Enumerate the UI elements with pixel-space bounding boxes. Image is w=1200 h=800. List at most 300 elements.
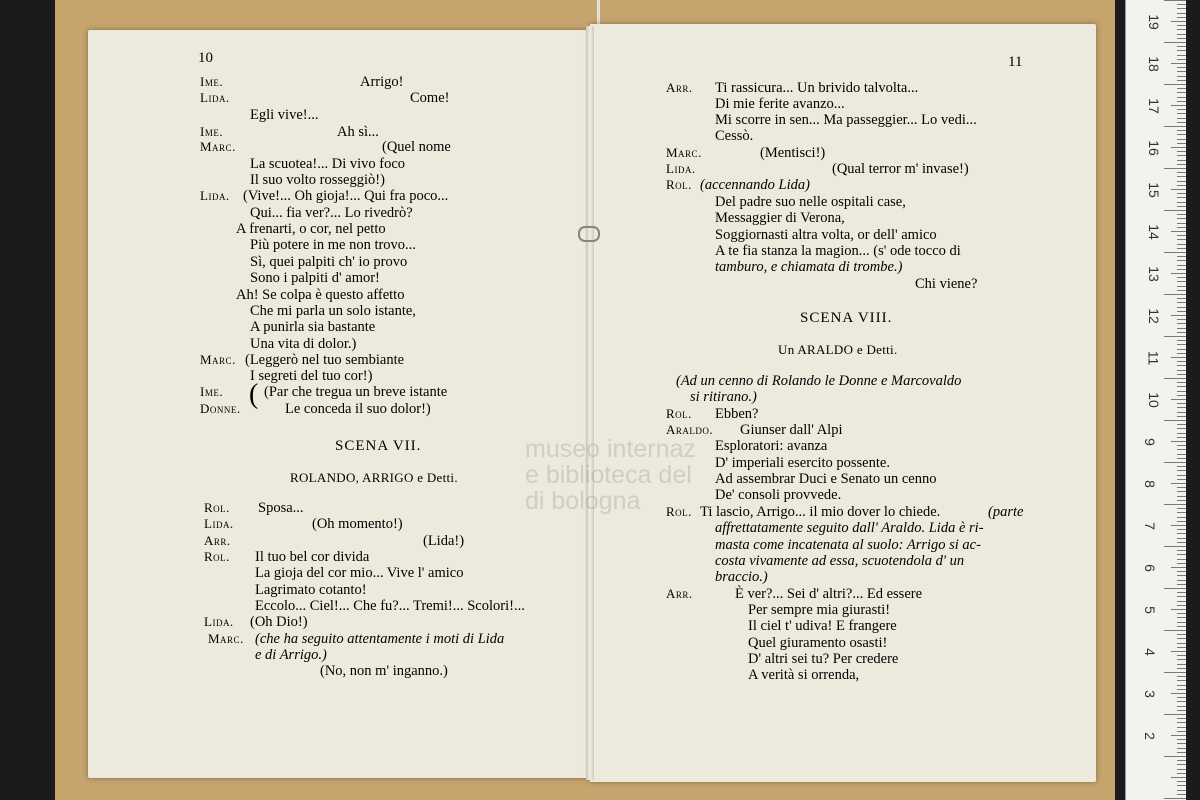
left-verse2-speaker: Rol. <box>204 500 230 515</box>
ruler-tick <box>1177 445 1186 446</box>
ruler-tick <box>1177 298 1186 299</box>
ruler-tick <box>1177 290 1186 291</box>
right-verse-speaker: Arr. <box>666 80 693 95</box>
ruler-number: 19 <box>1145 14 1162 30</box>
scene-title-vii: SCENA VII. <box>335 438 422 454</box>
ruler-number: 15 <box>1145 182 1162 198</box>
ruler-tick <box>1177 433 1186 434</box>
ruler-tick <box>1177 403 1186 404</box>
left-verse-text: Sono i palpiti d' amor! <box>250 270 380 286</box>
ruler-tick <box>1177 760 1186 761</box>
ruler-tick <box>1177 697 1186 698</box>
right-verse3-text: Per sempre mia giurasti! <box>748 602 891 618</box>
right-verse-text: Del padre suo nelle ospitali case, <box>715 194 906 210</box>
ruler-tick <box>1177 319 1186 320</box>
ruler-tick <box>1177 542 1186 543</box>
ruler-tick <box>1177 626 1186 627</box>
ruler-tick <box>1177 244 1186 245</box>
stage-direction: e di Arrigo.) <box>255 647 327 663</box>
left-verse-text: Arrigo! <box>360 74 404 90</box>
ruler-tick <box>1177 785 1186 786</box>
ruler-tick <box>1177 365 1186 366</box>
ruler-tick <box>1177 748 1186 749</box>
left-verse-speaker: Donne. <box>200 401 241 416</box>
ruler-tick <box>1177 328 1186 329</box>
ruler-number: 11 <box>1145 350 1162 366</box>
left-text: (No, non m' inganno.) <box>320 663 448 679</box>
ruler-tick <box>1164 252 1186 253</box>
ruler-tick <box>1177 718 1186 719</box>
right-verse-speaker: Lida. <box>666 161 696 176</box>
ruler-tick <box>1164 630 1186 631</box>
left-verse-speaker: Ime. <box>200 74 224 89</box>
ruler-tick <box>1177 164 1186 165</box>
ruler-tick <box>1164 168 1186 169</box>
left-verse-speaker: Marc. <box>200 352 236 367</box>
ruler-tick <box>1177 533 1186 534</box>
right-verse3-text: È ver?... Sei d' altri?... Ed essere <box>735 586 923 602</box>
ruler-tick <box>1177 638 1186 639</box>
right-verse2-text: Giunser dall' Alpi <box>740 422 843 438</box>
ruler-tick <box>1177 80 1186 81</box>
ruler-tick <box>1171 105 1186 106</box>
ruler-tick <box>1177 428 1186 429</box>
ruler-tick <box>1177 571 1186 572</box>
ruler-tick <box>1177 550 1186 551</box>
stage-direction: (Ad un cenno di Rolando le Donne e Marcovaldo <box>676 373 962 389</box>
left-verse-text: A punirla sia bastante <box>250 319 376 335</box>
right-verse-speaker: Rol. <box>666 177 692 192</box>
ruler-tick <box>1177 643 1186 644</box>
left-verse2-speaker: Arr. <box>204 533 231 548</box>
ruler-tick <box>1164 798 1186 799</box>
ruler-tick <box>1164 462 1186 463</box>
stage-direction: affrettatamente seguito dall' Araldo. Lida è ri- <box>715 520 984 536</box>
ruler-tick <box>1177 487 1186 488</box>
left-verse-text: Come! <box>410 90 450 106</box>
ruler-tick <box>1177 286 1186 287</box>
ruler-tick <box>1177 311 1186 312</box>
left-verse-text: A frenarti, o cor, nel petto <box>236 221 386 237</box>
ruler-tick <box>1177 269 1186 270</box>
ruler-tick <box>1177 706 1186 707</box>
right-speaker: Rol. <box>666 504 692 519</box>
ruler-tick <box>1177 38 1186 39</box>
ruler-tick <box>1177 596 1186 597</box>
right-verse-text: Mi scorre in sen... Ma passeggier... Lo vedi... <box>715 112 977 128</box>
ruler-tick <box>1177 659 1186 660</box>
ruler-tick <box>1177 470 1186 471</box>
brace-icon: ( <box>249 379 259 410</box>
ruler-tick <box>1177 223 1186 224</box>
ruler-tick <box>1177 370 1186 371</box>
ruler-number: 17 <box>1145 98 1162 114</box>
right-verse2-text: Ad assembrar Duci e Senato un cenno <box>715 471 937 487</box>
left-verse-speaker: Ime. <box>200 384 224 399</box>
ruler-tick <box>1177 361 1186 362</box>
right-text: Chi viene? <box>915 276 978 292</box>
ruler-tick <box>1177 122 1186 123</box>
ruler-tick <box>1177 416 1186 417</box>
ruler-tick <box>1177 344 1186 345</box>
ruler-tick <box>1177 101 1186 102</box>
ruler-number: 8 <box>1141 480 1158 488</box>
ruler-tick <box>1177 496 1186 497</box>
ruler-tick <box>1171 693 1186 694</box>
ruler-tick <box>1171 147 1186 148</box>
ruler-number: 13 <box>1145 266 1162 282</box>
ruler-tick <box>1177 139 1186 140</box>
ruler-tick <box>1177 134 1186 135</box>
left-text: (Oh Dio!) <box>250 614 308 630</box>
ruler-tick <box>1164 84 1186 85</box>
ruler-tick <box>1177 634 1186 635</box>
ruler-tick <box>1177 323 1186 324</box>
left-verse-text: Il suo volto rosseggiò!) <box>250 172 385 188</box>
scene-title-viii: SCENA VIII. <box>800 310 893 326</box>
left-verse-text: (Leggerò nel tuo sembiante <box>245 352 405 368</box>
ruler-tick <box>1177 466 1186 467</box>
left-verse-speaker: Marc. <box>200 139 236 154</box>
ruler-tick <box>1177 67 1186 68</box>
watermark-line-2: e biblioteca del <box>525 461 692 489</box>
ruler-tick <box>1177 302 1186 303</box>
ruler-tick <box>1177 172 1186 173</box>
ruler-tick <box>1177 538 1186 539</box>
ruler-tick <box>1164 210 1186 211</box>
ruler-number: 9 <box>1141 438 1158 446</box>
ruler-tick <box>1177 332 1186 333</box>
ruler-tick <box>1177 349 1186 350</box>
ruler-tick <box>1177 508 1186 509</box>
left-verse2-text: Il tuo bel cor divida <box>255 549 370 565</box>
ruler-number: 4 <box>1141 648 1158 656</box>
ruler-tick <box>1177 647 1186 648</box>
ruler-tick <box>1177 617 1186 618</box>
ruler-tick <box>1164 714 1186 715</box>
left-speaker: Lida. <box>204 614 234 629</box>
ruler-tick <box>1177 710 1186 711</box>
ruler-tick <box>1164 504 1186 505</box>
ruler-tick <box>1177 676 1186 677</box>
ruler-tick <box>1177 727 1186 728</box>
ruler-tick <box>1177 655 1186 656</box>
right-verse3-text: Il ciel t' udiva! E frangere <box>748 618 897 634</box>
ruler-tick <box>1164 672 1186 673</box>
ruler-tick <box>1177 790 1186 791</box>
ruler-tick <box>1177 601 1186 602</box>
left-verse-speaker: Ime. <box>200 124 224 139</box>
ruler-tick <box>1177 277 1186 278</box>
ruler-tick <box>1177 449 1186 450</box>
ruler-tick <box>1177 181 1186 182</box>
right-verse-speaker: Marc. <box>666 145 702 160</box>
left-verse2-speaker: Lida. <box>204 516 234 531</box>
left-verse-text: La scuotea!... Di vivo foco <box>250 156 406 172</box>
ruler-tick <box>1177 281 1186 282</box>
ruler-tick <box>1177 353 1186 354</box>
left-verse-text: Che mi parla un solo istante, <box>250 303 416 319</box>
stage-direction: (accennando Lida) <box>700 177 810 193</box>
left-verse-text: Ah sì... <box>337 124 379 140</box>
ruler-tick <box>1177 664 1186 665</box>
ruler-tick <box>1177 592 1186 593</box>
ruler-tick <box>1177 4 1186 5</box>
ruler-tick <box>1177 743 1186 744</box>
ruler-tick <box>1177 454 1186 455</box>
ruler-tick <box>1177 685 1186 686</box>
ruler-tick <box>1177 256 1186 257</box>
ruler-tick <box>1177 151 1186 152</box>
ruler-number: 5 <box>1141 606 1158 614</box>
ruler-tick <box>1177 118 1186 119</box>
ruler-tick <box>1177 143 1186 144</box>
ruler-tick <box>1177 500 1186 501</box>
ruler-tick <box>1177 46 1186 47</box>
ruler-number: 16 <box>1145 140 1162 156</box>
left-verse2-text: (Oh momento!) <box>312 516 403 532</box>
ruler-tick <box>1177 529 1186 530</box>
ruler-tick <box>1177 235 1186 236</box>
ruler-number: 12 <box>1145 308 1162 324</box>
left-verse-text: Le conceda il suo dolor!) <box>285 401 431 417</box>
scene-cast-vii: ROLANDO, ARRIGO e Detti. <box>290 470 458 485</box>
ruler-tick <box>1171 21 1186 22</box>
ruler-tick <box>1177 512 1186 513</box>
right-text: A te fia stanza la magion... (s' ode tocco di <box>715 243 961 259</box>
ruler-tick <box>1177 517 1186 518</box>
ruler-tick <box>1164 126 1186 127</box>
right-verse-text: Soggiornasti altra volta, or dell' amico <box>715 227 937 243</box>
ruler-tick <box>1177 386 1186 387</box>
ruler-tick <box>1171 735 1186 736</box>
measuring-ruler <box>1125 0 1186 800</box>
ruler-number: 10 <box>1145 392 1162 408</box>
ruler-tick <box>1177 206 1186 207</box>
ruler-tick <box>1177 71 1186 72</box>
ruler-tick <box>1177 739 1186 740</box>
right-verse2-speaker: Rol. <box>666 406 692 421</box>
ruler-tick <box>1171 63 1186 64</box>
left-verse-text: Una vita di dolor.) <box>250 336 357 352</box>
ruler-tick <box>1177 559 1186 560</box>
page-number-left: 10 <box>198 50 213 66</box>
ruler-tick <box>1164 294 1186 295</box>
ruler-tick <box>1177 407 1186 408</box>
left-verse-text: (Vive!... Oh gioja!... Qui fra poco... <box>243 188 449 204</box>
ruler-tick <box>1177 76 1186 77</box>
right-verse2-text: D' imperiali esercito possente. <box>715 455 890 471</box>
ruler-tick <box>1177 764 1186 765</box>
ruler-tick <box>1177 575 1186 576</box>
ruler-tick <box>1177 307 1186 308</box>
ruler-tick <box>1177 521 1186 522</box>
right-verse2-speaker: Araldo. <box>666 422 714 437</box>
ruler-tick <box>1177 218 1186 219</box>
ruler-tick <box>1164 420 1186 421</box>
ruler-tick <box>1177 59 1186 60</box>
ruler-tick <box>1177 794 1186 795</box>
ruler-tick <box>1177 605 1186 606</box>
ruler-tick <box>1164 378 1186 379</box>
left-verse2-text: La gioja del cor mio... Vive l' amico <box>255 565 464 581</box>
right-verse3-text: Quel giuramento osasti! <box>748 635 888 651</box>
ruler-tick <box>1177 769 1186 770</box>
ruler-tick <box>1177 475 1186 476</box>
ruler-tick <box>1177 584 1186 585</box>
watermark-line-1: museo internaz <box>525 435 696 463</box>
stage-direction: si ritirano.) <box>690 389 757 405</box>
ruler-tick <box>1177 722 1186 723</box>
ruler-tick <box>1177 340 1186 341</box>
right-verse-text: Ti rassicura... Un brivido talvolta... <box>715 80 919 96</box>
ruler-tick <box>1177 580 1186 581</box>
ruler-tick <box>1177 773 1186 774</box>
ruler-tick <box>1171 441 1186 442</box>
ruler-tick <box>1177 374 1186 375</box>
ruler-number: 7 <box>1141 522 1158 530</box>
ruler-tick <box>1177 668 1186 669</box>
ruler-tick <box>1177 88 1186 89</box>
ruler-tick <box>1177 197 1186 198</box>
right-verse3-speaker: Arr. <box>666 586 693 601</box>
ruler-tick <box>1164 42 1186 43</box>
right-verse2-text: Ebben? <box>715 406 759 422</box>
left-verse-text: Sì, quei palpiti ch' io provo <box>250 254 408 270</box>
left-verse2-text: Eccolo... Ciel!... Che fu?... Tremi!... Scolori!... <box>255 598 525 614</box>
left-verse-text: (Par che tregua un breve istante <box>264 384 448 400</box>
ruler-tick <box>1177 130 1186 131</box>
ruler-tick <box>1177 752 1186 753</box>
ruler-tick <box>1177 491 1186 492</box>
ruler-tick <box>1177 424 1186 425</box>
ruler-tick <box>1171 273 1186 274</box>
ruler-tick <box>1177 563 1186 564</box>
right-verse2-text: Esploratori: avanza <box>715 438 828 454</box>
left-verse-text: (Quel nome <box>382 139 451 155</box>
ruler-tick <box>1171 609 1186 610</box>
ruler-tick <box>1164 588 1186 589</box>
ruler-tick <box>1177 701 1186 702</box>
ruler-tick <box>1177 92 1186 93</box>
left-verse-text: I segreti del tuo cor!) <box>250 368 373 384</box>
ruler-tick <box>1177 55 1186 56</box>
right-verse-text: (Mentisci!) <box>760 145 826 161</box>
ruler-number: 6 <box>1141 564 1158 572</box>
ruler-tick <box>1177 412 1186 413</box>
stage-direction: costa vivamente ad essa, scuotendola d' un <box>715 553 965 569</box>
ruler-tick <box>1171 357 1186 358</box>
stage-direction: braccio.) <box>715 569 768 585</box>
left-verse-text: Egli vive!... <box>250 107 319 123</box>
left-verse2-text: Sposa... <box>258 500 304 516</box>
right-verse-text: Di mie ferite avanzo... <box>715 96 845 112</box>
right-verse3-text: D' altri sei tu? Per credere <box>748 651 899 667</box>
ruler-tick <box>1171 567 1186 568</box>
left-verse-text: Qui... fia ver?... Lo rivedrò? <box>250 205 413 221</box>
ruler-number: 14 <box>1145 224 1162 240</box>
ruler-tick <box>1171 777 1186 778</box>
ruler-tick <box>1171 189 1186 190</box>
left-verse-text: Ah! Se colpa è questo affetto <box>236 287 405 303</box>
ruler-tick <box>1177 781 1186 782</box>
ruler-tick <box>1177 689 1186 690</box>
ruler-tick <box>1177 260 1186 261</box>
ruler-tick <box>1177 437 1186 438</box>
ruler-tick <box>1171 231 1186 232</box>
ruler-number: 2 <box>1141 732 1158 740</box>
ruler-tick <box>1177 479 1186 480</box>
ruler-tick <box>1171 483 1186 484</box>
ruler-number: 18 <box>1145 56 1162 72</box>
ruler-tick <box>1177 50 1186 51</box>
ruler-tick <box>1177 155 1186 156</box>
ruler-tick <box>1177 160 1186 161</box>
binding-thread <box>597 0 600 26</box>
stage-direction: (parte <box>988 504 1024 520</box>
ruler-tick <box>1177 29 1186 30</box>
ruler-tick <box>1177 202 1186 203</box>
ruler-tick <box>1177 622 1186 623</box>
ruler-tick <box>1177 185 1186 186</box>
ruler-tick <box>1177 176 1186 177</box>
left-verse2-text: (Lida!) <box>423 533 465 549</box>
stage-direction: (che ha seguito attentamente i moti di Lida <box>255 631 505 647</box>
page-number-right: 11 <box>1008 54 1023 70</box>
book-gutter <box>586 26 594 780</box>
ruler-tick <box>1177 113 1186 114</box>
ruler-tick <box>1177 97 1186 98</box>
ruler-tick <box>1171 651 1186 652</box>
right-verse-text: (Qual terror m' invase!) <box>832 161 969 177</box>
ruler-tick <box>1177 458 1186 459</box>
stage-direction: tamburo, e chiamata di trombe.) <box>715 259 903 275</box>
left-verse-speaker: Lida. <box>200 188 230 203</box>
left-speaker: Marc. <box>208 631 244 646</box>
ruler-number: 3 <box>1141 690 1158 698</box>
ruler-tick <box>1177 109 1186 110</box>
ruler-tick <box>1177 382 1186 383</box>
left-verse-text: Più potere in me non trovo... <box>250 237 416 253</box>
ruler-tick <box>1177 214 1186 215</box>
ruler-tick <box>1177 8 1186 9</box>
right-verse-text: Messaggier di Verona, <box>715 210 845 226</box>
ruler-tick <box>1177 239 1186 240</box>
ruler-tick <box>1164 0 1186 1</box>
ruler-tick <box>1171 525 1186 526</box>
ruler-tick <box>1177 248 1186 249</box>
right-verse2-text: De' consoli provvede. <box>715 487 842 503</box>
binding-staple <box>578 226 600 242</box>
left-verse-speaker: Lida. <box>200 90 230 105</box>
right-verse-text: Cessò. <box>715 128 754 144</box>
ruler-tick <box>1177 680 1186 681</box>
right-text: Ti lascio, Arrigo... il mio dover lo chiede. <box>700 504 941 520</box>
ruler-tick <box>1177 395 1186 396</box>
ruler-tick <box>1177 391 1186 392</box>
scene-cast-viii: Un ARALDO e Detti. <box>778 342 898 357</box>
ruler-tick <box>1177 17 1186 18</box>
ruler-tick <box>1171 315 1186 316</box>
stage-direction: masta come incatenata al suolo: Arrigo si ac- <box>715 537 981 553</box>
ruler-tick <box>1177 227 1186 228</box>
right-verse3-text: A verità si orrenda, <box>748 667 860 683</box>
left-verse2-speaker: Rol. <box>204 549 230 564</box>
ruler-tick <box>1164 336 1186 337</box>
ruler-tick <box>1177 34 1186 35</box>
ruler-tick <box>1177 13 1186 14</box>
ruler-tick <box>1177 265 1186 266</box>
